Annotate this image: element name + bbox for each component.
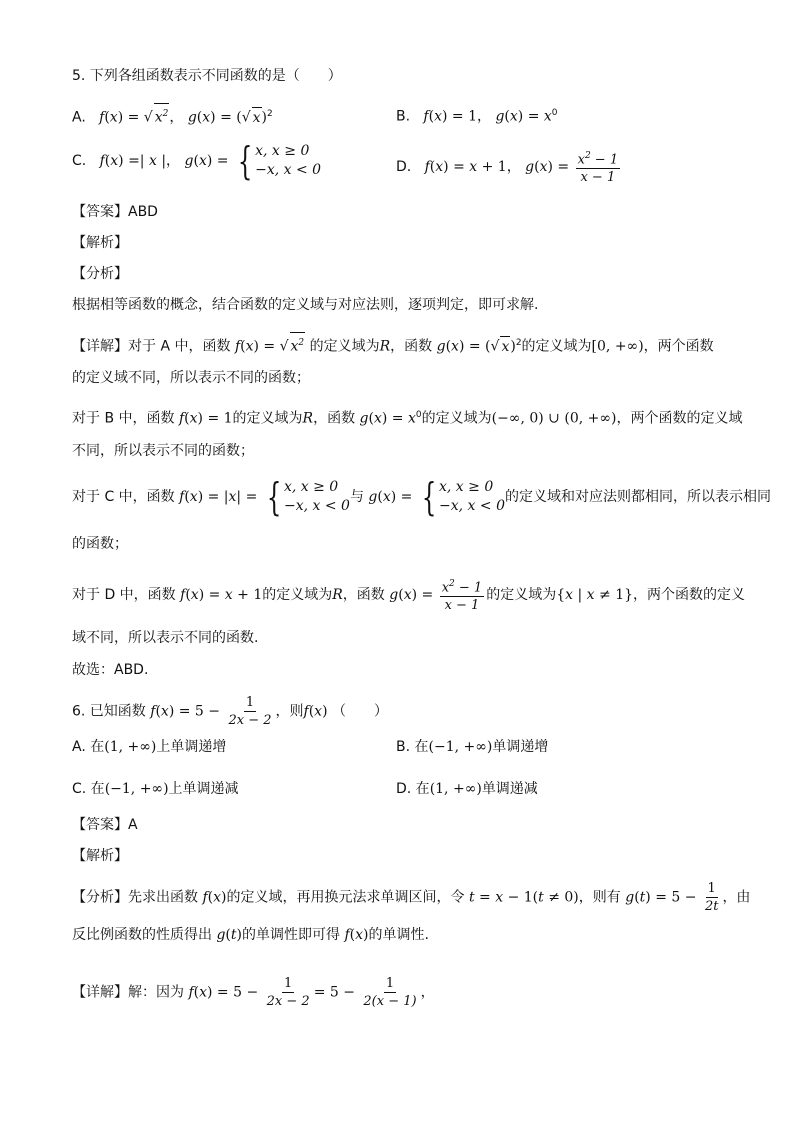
q6-stem: 6. 已知函数 f(x) = 5 − $\frac{1}{2x - 2}$ ，则f(x) （ ） [72,695,388,728]
q5-detail-c-1: 对于 C 中，函数 f(x) = |x| = { x, x ≥ 0 −x, x < 0 与 g(x) = { x, x ≥ 0 −x, x < 0 的定义域和对应法则都相同，所以表示相同 [72,475,771,519]
q5-choose: 故选：ABD. [72,662,149,678]
q6-jiexi: 【解析】 [72,848,128,864]
q5-answer: 【答案】ABD [72,204,158,220]
q5-option-c: C. f(x) =| x |， g(x) = { x, x ≥ 0 −x, x < 0 [72,139,322,183]
q5-detail-d-2: 域不同，所以表示不同的函数. [72,630,259,646]
q5-option-b: B. f(x) = 1， $g(x) = x^0$ [396,108,558,125]
q5-detail-a-1: 【详解】对于 A 中，函数 f(x) = √ $x^2$ 的定义域为R，函数 g(x) = (√ x)$^2$的定义域为[0, +∞)，两个函数 [72,332,714,357]
q6-option-b: B. 在(−1, +∞)单调递增 [396,739,549,755]
q6-option-c: C. 在(−1, +∞)上单调递减 [72,781,239,797]
q5-detail-c-2: 的函数； [72,536,128,552]
q6-option-a: A. 在(1, +∞)上单调递增 [72,739,227,755]
q5-detail-b-1: 对于 B 中，函数 f(x) = 1的定义域为R，函数 $g(x) = x^0$的定义域为(−∞, 0) ∪ (0, +∞)，两个函数的定义域 [72,410,743,427]
q5-fenxi-text: 根据相等函数的概念，结合函数的定义域与对应法则，逐项判定，即可求解. [72,297,539,313]
q5-detail-d-1: 对于 D 中，函数 f(x) = x + 1的定义域为R，函数 g(x) = $\frac{x^2 - 1}{x - 1}$ 的定义域为{x | x ≠ 1}，两个函数的定义 [72,576,745,614]
q5-fenxi: 【分析】 [72,266,128,282]
q5-detail-b-2: 不同，所以表示不同的函数； [72,443,254,459]
q6-fenxi-1: 【分析】先求出函数 f(x)的定义域，再用换元法求单调区间，令 t = x − 1(t ≠ 0)，则有 g(t) = 5 − $\frac{1}{2t}$ ，由 [72,881,751,914]
q5-jiexi: 【解析】 [72,235,128,251]
q6-answer: 【答案】A [72,817,138,833]
q6-fenxi-2: 反比例函数的性质得出 g(t)的单调性即可得 f(x)的单调性. [72,927,429,943]
q5-stem: 5. 下列各组函数表示不同函数的是（ ） [72,68,342,84]
q5-option-d: D. f(x) = x + 1， g(x) = $\frac{x^2 - 1}{x - 1}$ [396,148,622,186]
q6-option-d: D. 在(1, +∞)单调递减 [396,781,538,797]
q6-detail: 【详解】解：因为 f(x) = 5 − $\frac{1}{2x - 2}$ = 5 − $\frac{1}{2(x - 1)}$ ， [72,976,435,1009]
q5-detail-a-2: 的定义域不同，所以表示不同的函数； [72,370,310,386]
q5-option-a: A. f(x) = √ $x^2$， g(x) = (√ x)$^2$ [72,103,273,128]
